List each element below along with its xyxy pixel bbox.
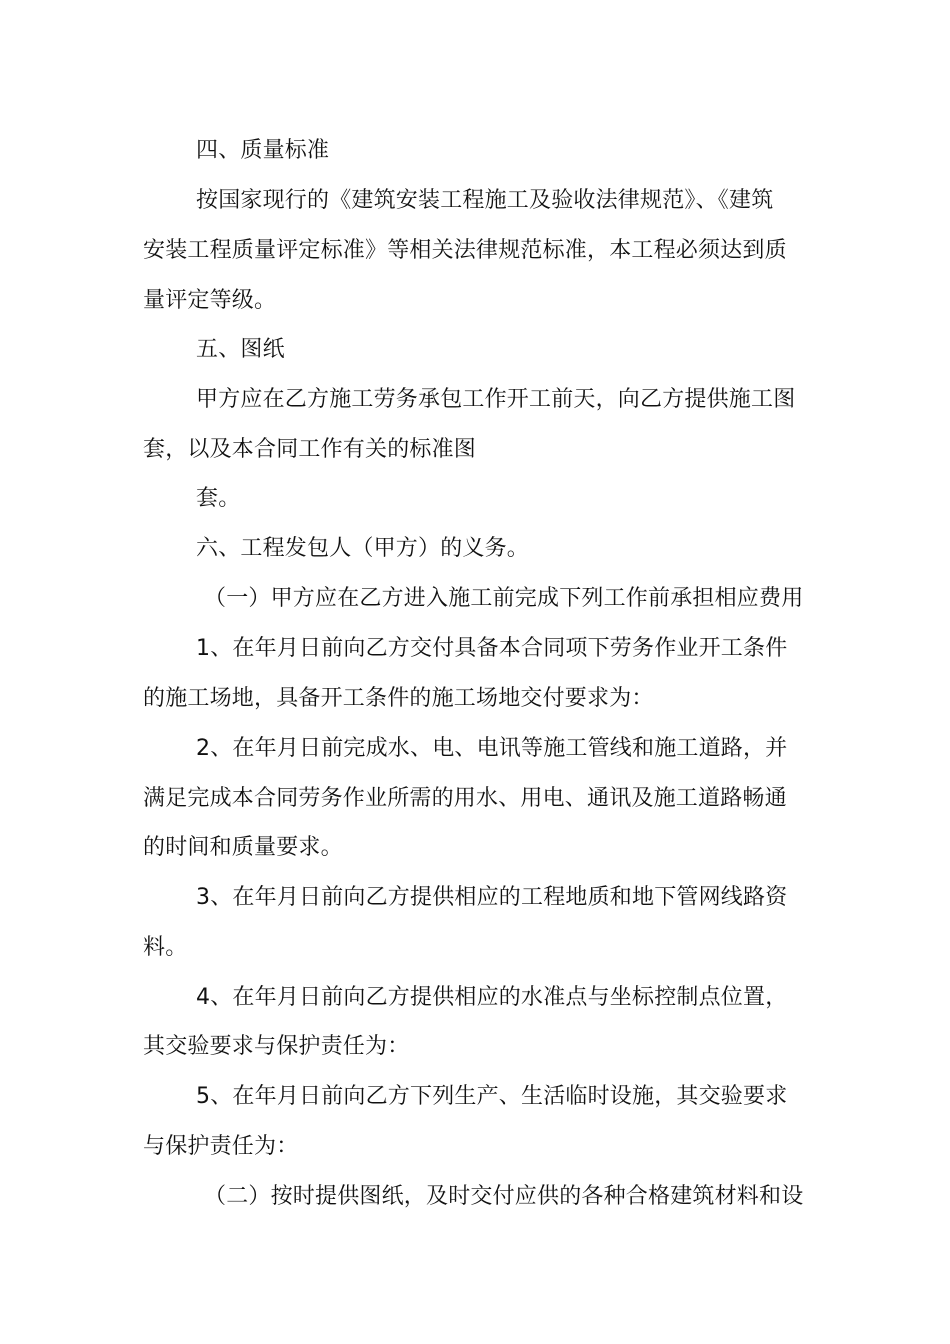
paragraph-line: 其交验要求与保护责任为： [143,1034,410,1059]
subheading-2: （二）按时提供图纸，及时交付应供的各种合格建筑材料和设 [204,1184,804,1209]
list-item-1: 1、在年月日前向乙方交付具备本合同项下劳务作业开工条件 [196,636,788,661]
heading-drawings: 五、图纸 [196,337,285,362]
subheading-1: （一）甲方应在乙方进入施工前完成下列工作前承担相应费用 [204,586,804,611]
heading-quality-standard: 四、质量标准 [196,138,330,163]
heading-employer-obligations: 六、工程发包人（甲方）的义务。 [196,536,530,561]
list-item-5: 5、在年月日前向乙方下列生产、生活临时设施，其交验要求 [196,1084,788,1109]
paragraph-line: 与保护责任为： [143,1134,299,1159]
paragraph-line: 套，以及本合同工作有关的标准图 [143,437,477,462]
paragraph-line: 甲方应在乙方施工劳务承包工作开工前天，向乙方提供施工图 [196,387,796,412]
paragraph-line: 料。 [143,935,188,960]
paragraph-line: 的时间和质量要求。 [143,835,343,860]
paragraph-line: 按国家现行的《建筑安装工程施工及验收法律规范》、《建筑 [196,188,774,213]
list-item-3: 3、在年月日前向乙方提供相应的工程地质和地下管网线路资 [196,885,788,910]
paragraph-line: 的施工场地，具备开工条件的施工场地交付要求为： [143,686,654,711]
paragraph-line: 套。 [196,486,241,511]
list-item-2: 2、在年月日前完成水、电、电讯等施工管线和施工道路，并 [196,736,788,761]
paragraph-line: 量评定等级。 [143,288,277,313]
paragraph-line: 满足完成本合同劳务作业所需的用水、用电、通讯及施工道路畅通 [143,786,787,811]
paragraph-line: 安装工程质量评定标准》等相关法律规范标准，本工程必须达到质 [143,238,787,263]
list-item-4: 4、在年月日前向乙方提供相应的水准点与坐标控制点位置， [196,985,788,1010]
